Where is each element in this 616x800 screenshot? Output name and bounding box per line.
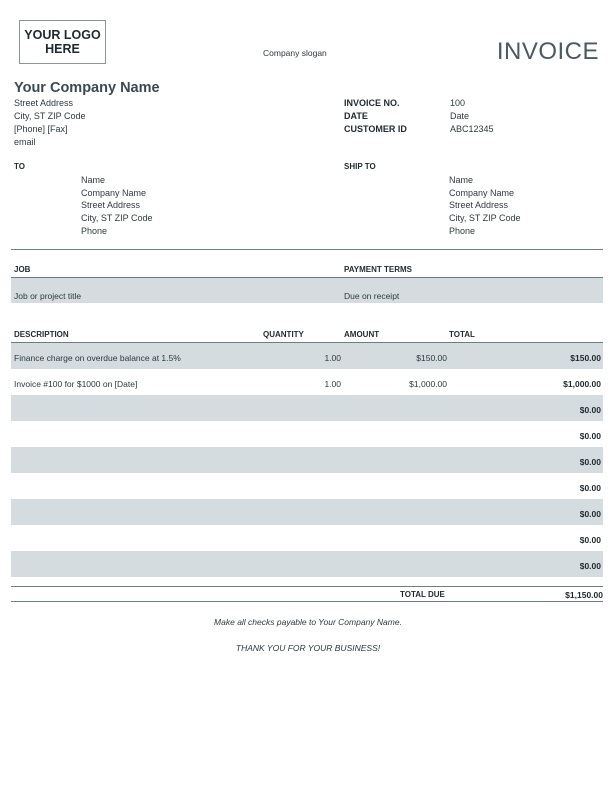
row-amount: $150.00 <box>416 353 447 363</box>
row-total: $0.00 <box>579 431 601 441</box>
date-label: DATE <box>344 111 368 121</box>
table-bottom-rule-2 <box>11 601 603 602</box>
line-items <box>11 343 603 577</box>
ship-to-city: City, ST ZIP Code <box>449 213 521 224</box>
table-row <box>11 395 603 421</box>
invoice-title: INVOICE <box>496 38 599 65</box>
table-row <box>11 473 603 499</box>
table-row <box>11 447 603 473</box>
bill-to-label: TO <box>14 162 25 171</box>
col-description: DESCRIPTION <box>14 330 69 339</box>
job-value: Job or project title <box>14 291 82 301</box>
row-total: $0.00 <box>579 483 601 493</box>
company-address <box>14 97 86 149</box>
table-row <box>11 421 603 447</box>
payment-terms-label: PAYMENT TERMS <box>344 265 413 274</box>
payment-terms-value: Due on receipt <box>344 291 400 301</box>
row-description: Invoice #100 for $1000 on [Date] <box>14 379 138 389</box>
col-total: TOTAL <box>449 330 475 339</box>
row-total: $0.00 <box>579 405 601 415</box>
company-name: Your Company Name <box>14 80 160 96</box>
ship-to-phone: Phone <box>449 225 476 236</box>
row-quantity: 1.00 <box>324 353 341 363</box>
company-email: email <box>14 137 36 147</box>
table-row <box>11 499 603 525</box>
job-band <box>11 278 603 303</box>
ship-to-label: SHIP TO <box>344 162 376 171</box>
logo-placeholder <box>19 20 106 64</box>
section-divider <box>11 249 603 250</box>
ship-to-address <box>449 174 521 238</box>
thank-you-note: THANK YOU FOR YOUR BUSINESS! <box>235 643 381 653</box>
invoice-no-value: 100 <box>450 98 466 108</box>
row-total: $0.00 <box>579 509 601 519</box>
checks-payable-note: Make all checks payable to Your Company Name. <box>214 617 402 627</box>
row-total: $0.00 <box>579 561 601 571</box>
date-value: Date <box>450 111 470 121</box>
company-city: City, ST ZIP Code <box>14 111 86 121</box>
col-quantity: QUANTITY <box>263 330 304 339</box>
job-label: JOB <box>14 265 31 274</box>
ship-to-name: Name <box>449 175 474 185</box>
total-due-label: TOTAL DUE <box>400 590 445 599</box>
logo-line-1: YOUR LOGO <box>24 28 101 42</box>
table-row <box>11 369 603 395</box>
row-quantity: 1.00 <box>324 379 341 389</box>
total-due-value: $1,150.00 <box>565 590 603 600</box>
table-row <box>11 343 603 369</box>
row-total: $0.00 <box>579 535 601 545</box>
row-description: Finance charge on overdue balance at 1.5% <box>14 353 181 363</box>
bill-to-address <box>81 174 153 238</box>
company-slogan: Company slogan <box>263 48 327 58</box>
company-phone-fax: [Phone] [Fax] <box>14 124 68 134</box>
table-bottom-rule-1 <box>11 586 603 587</box>
col-amount: AMOUNT <box>344 330 380 339</box>
ship-to-street: Street Address <box>449 200 509 211</box>
ship-to-company: Company Name <box>449 187 515 198</box>
bill-to-company: Company Name <box>81 187 147 198</box>
bill-to-street: Street Address <box>81 200 141 211</box>
row-total: $150.00 <box>570 353 601 363</box>
invoice-meta <box>344 97 494 136</box>
row-total: $1,000.00 <box>563 379 601 389</box>
row-total: $0.00 <box>579 457 601 467</box>
customer-id-value: ABC12345 <box>450 124 494 134</box>
bill-to-city: City, ST ZIP Code <box>81 213 153 224</box>
bill-to-name: Name <box>81 175 106 185</box>
row-amount: $1,000.00 <box>409 379 447 389</box>
bill-to-phone: Phone <box>81 225 108 236</box>
logo-line-2: HERE <box>45 42 80 56</box>
customer-id-label: CUSTOMER ID <box>344 124 407 134</box>
table-row <box>11 525 603 551</box>
invoice-no-label: INVOICE NO. <box>344 98 400 108</box>
table-row <box>11 551 603 577</box>
company-street: Street Address <box>14 98 74 108</box>
